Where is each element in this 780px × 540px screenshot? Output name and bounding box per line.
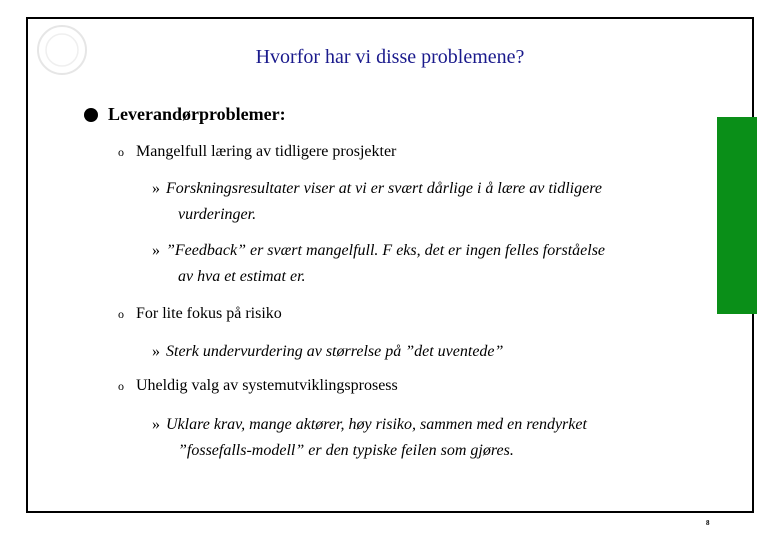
sub-sub-bullet <box>152 176 692 228</box>
sub-sub-bullet <box>152 238 692 290</box>
sub-sub-text: Sterk undervurdering av størrelse på ”det uventede” <box>166 343 504 360</box>
sub-sub-text: ”Feedback” er svært mangelfull. F eks, det er ingen felles forståelse <box>166 242 606 259</box>
sub-sub-marker: » <box>152 416 160 433</box>
sub-sub-text-cont: vurderinger. <box>178 206 257 223</box>
sub-bullet-text: Mangelfull læring av tidligere prosjekter <box>136 143 397 160</box>
green-accent-bar <box>717 117 757 314</box>
sub-sub-bullet <box>152 339 692 365</box>
sub-sub-text-cont: ”fossefalls-modell” er den typiske feilen som gjøres. <box>178 442 514 459</box>
bullet-dot-icon <box>84 108 98 122</box>
sub-sub-bullet <box>152 412 692 464</box>
sub-bullet-marker: o <box>118 307 124 321</box>
sub-sub-text: Forskningsresultater viser at vi er svært dårlige i å lære av tidligere <box>166 180 602 197</box>
sub-bullet-marker: o <box>118 145 124 159</box>
sub-bullet-marker: o <box>118 379 124 393</box>
sub-bullet-text: Uheldig valg av systemutviklingsprosess <box>136 377 398 394</box>
sub-sub-marker: » <box>152 343 160 360</box>
sub-sub-text: Uklare krav, mange aktører, høy risiko, sammen med en rendyrket <box>166 416 587 433</box>
sub-bullet-2 <box>118 305 282 323</box>
main-bullet <box>84 104 286 125</box>
main-bullet-text: Leverandørproblemer: <box>108 104 286 124</box>
sub-sub-text-cont: av hva et estimat er. <box>178 268 306 285</box>
sub-sub-marker: » <box>152 242 160 259</box>
sub-bullet-1 <box>118 143 396 161</box>
page-number: 8 <box>706 519 710 527</box>
slide-title: Hvorfor har vi disse problemene? <box>255 46 525 68</box>
sub-bullet-text: For lite fokus på risiko <box>136 305 282 322</box>
sub-sub-marker: » <box>152 180 160 197</box>
sub-bullet-3 <box>118 377 398 395</box>
